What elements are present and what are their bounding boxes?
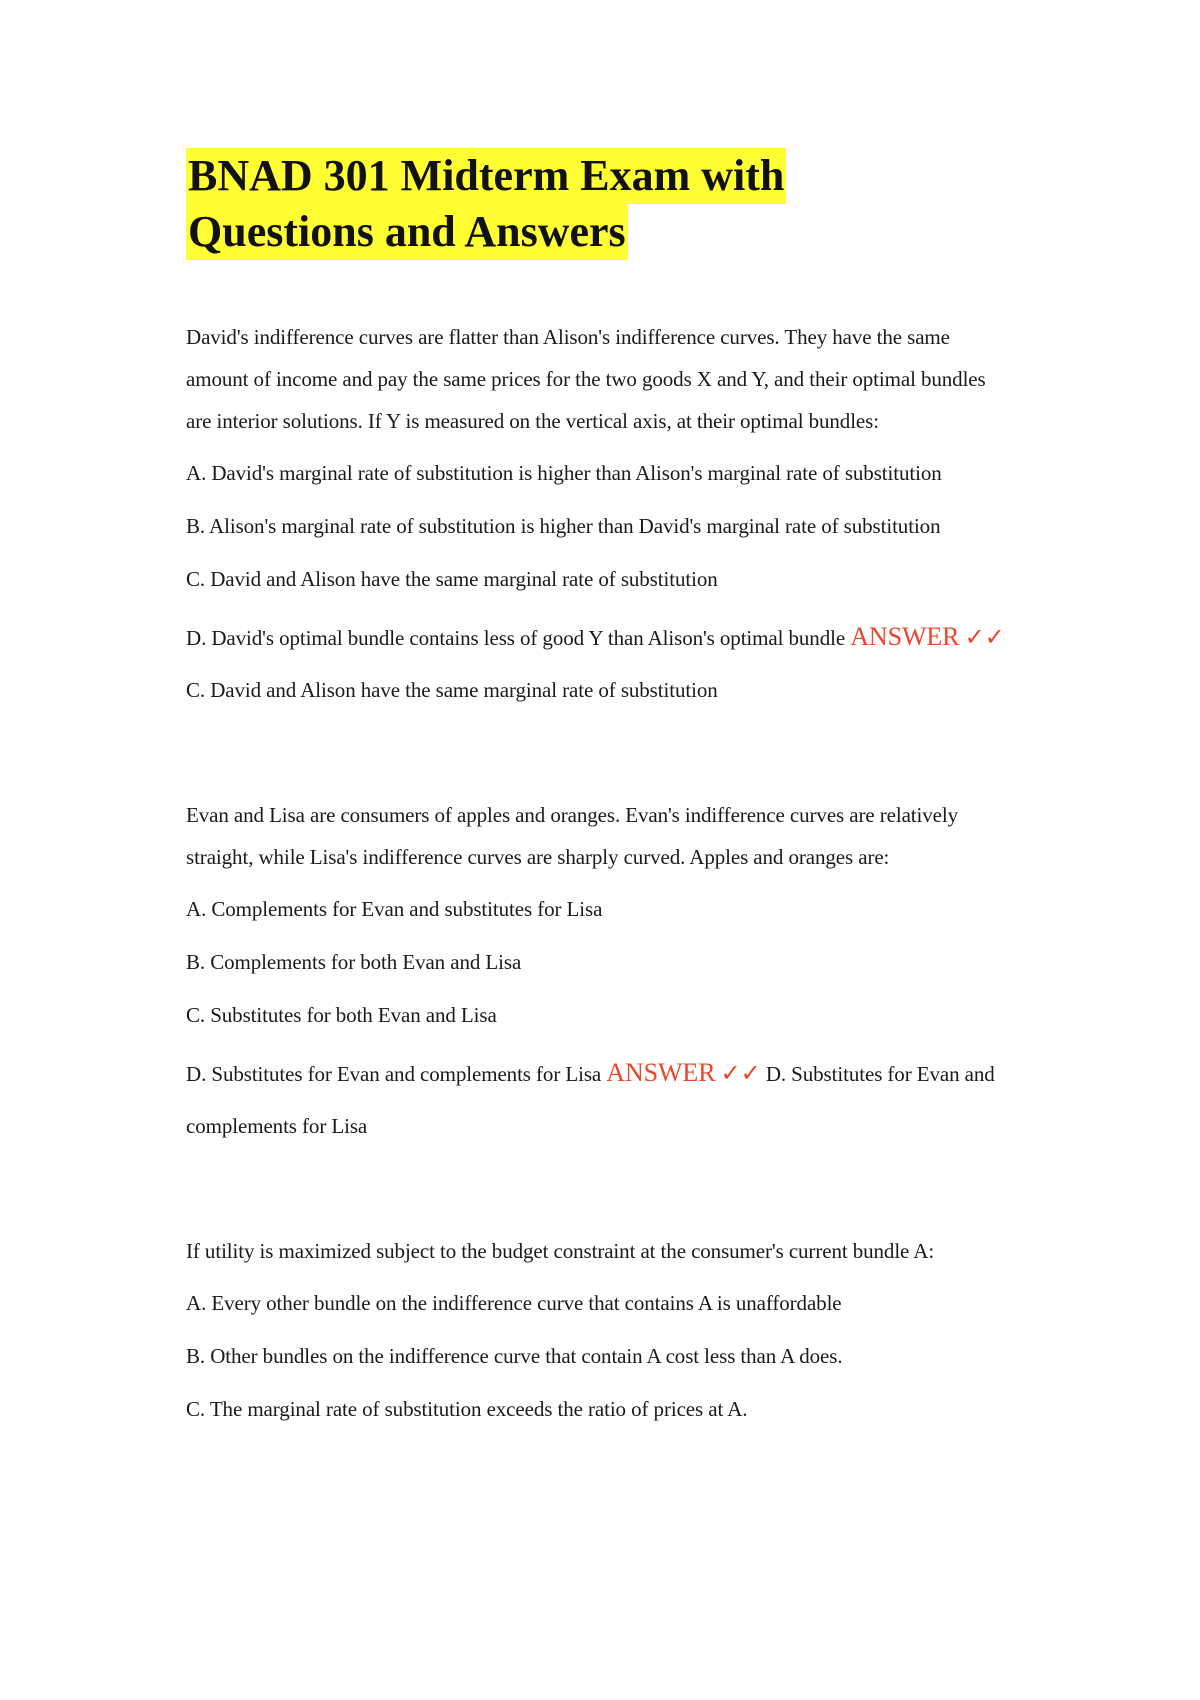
title-line-1: BNAD 301 Midterm Exam with [186,148,786,204]
question-1-option-a: A. David's marginal rate of substitution is higher than Alison's marginal rate of substitution [186,461,942,485]
question-3-option-b: B. Other bundles on the indifference curve that contain A cost less than A does. [186,1344,843,1368]
question-2-option-c: C. Substitutes for both Evan and Lisa [186,1003,497,1027]
document-page [186,148,1016,1508]
answer-label: ANSWER [850,622,960,651]
question-2-answer-line [186,1047,1016,1152]
question-2-answer: D. Substitutes for Evan and complements for Lisa [186,1062,995,1138]
double-check-icon: ✓✓ [964,625,1005,651]
double-check-icon: ✓✓ [720,1061,761,1087]
question-2-stem: Evan and Lisa are consumers of apples and oranges. Evan's indifference curves are relatively straight, while Lisa's indifference curves are sharply curved. Apples and oranges are: [186,803,959,869]
question-3-stem: If utility is maximized subject to the budget constraint at the consumer's current bundle A: [186,1239,935,1263]
question-1-option-c: C. David and Alison have the same marginal rate of substitution [186,567,718,591]
question-2 [186,794,1016,1152]
question-2-option-b: B. Complements for both Evan and Lisa [186,950,522,974]
answer-label: ANSWER [606,1058,716,1087]
question-1-answer-line [186,611,1016,716]
question-1 [186,316,1016,716]
question-3 [186,1230,1016,1430]
question-3-option-c: C. The marginal rate of substitution exceeds the ratio of prices at A. [186,1397,748,1421]
question-1-option-b: B. Alison's marginal rate of substitution is higher than David's marginal rate of substitution [186,514,941,538]
title-line-2: Questions and Answers [186,204,628,260]
question-1-stem: David's indifference curves are flatter than Alison's indifference curves. They have the same amount of income and pay the same prices for the two goods X and Y, and their optimal bundles are interior solutions. If Y is measured on the vertical axis, at their optimal bundles: [186,325,986,433]
page-title [186,148,1016,260]
question-1-option-d: D. David's optimal bundle contains less of good Y than Alison's optimal bundle [186,626,846,650]
question-1-answer: C. David and Alison have the same marginal rate of substitution [186,678,718,702]
question-2-option-d: D. Substitutes for Evan and complements for Lisa [186,1062,602,1086]
question-3-option-a: A. Every other bundle on the indifference curve that contains A is unaffordable [186,1291,842,1315]
question-2-option-a: A. Complements for Evan and substitutes for Lisa [186,897,603,921]
